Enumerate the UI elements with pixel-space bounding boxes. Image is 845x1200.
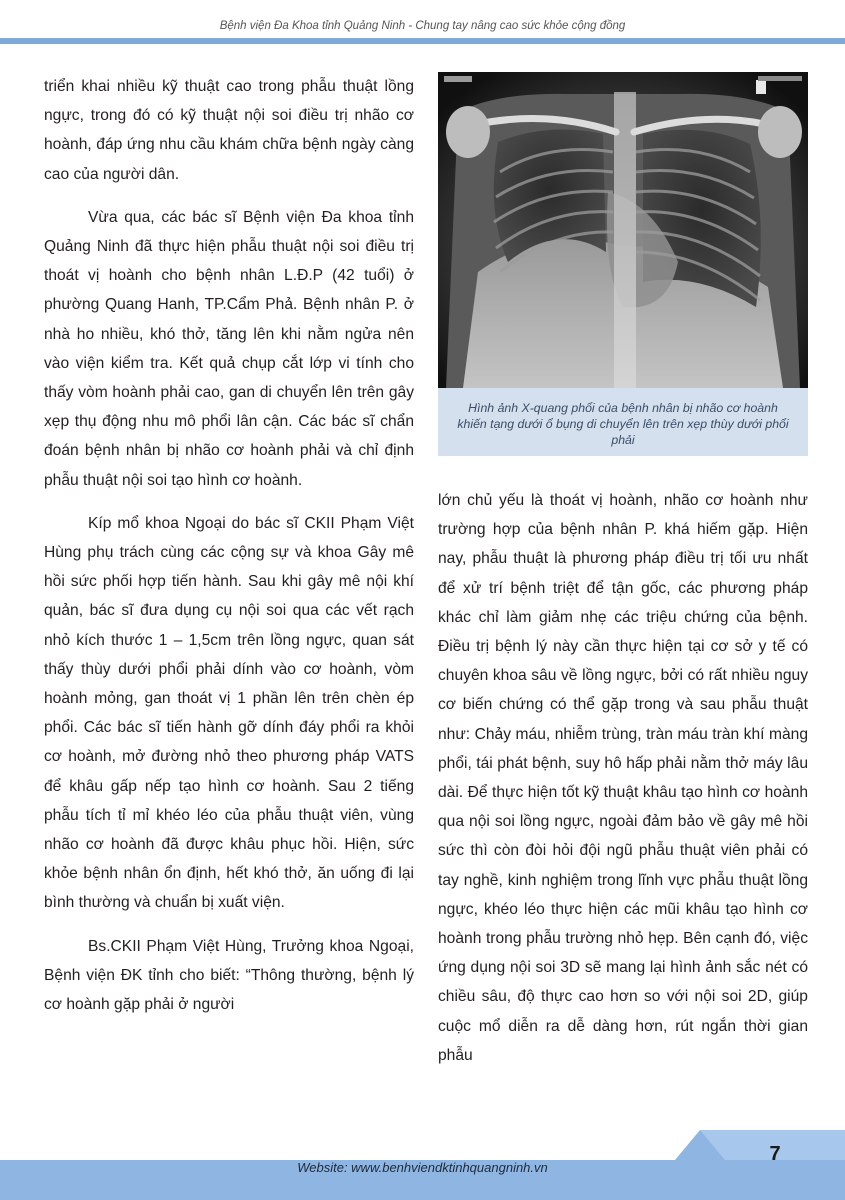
paragraph-continuation: lớn chủ yếu là thoát vị hoành, nhão cơ hoành như trường hợp của bệnh nhân P. khá hiếm gặp. Hiện nay, phẫu thuật là phương pháp điều trị tối ưu nhất để xử trí bệnh triệt để tận gốc, các phương pháp khác chỉ làm giảm nhẹ các triệu chứng của bệnh. Điều trị bệnh lý này cần thực hiện tại cơ sở y tế có chuyên khoa sâu về lồng ngực, bởi có rất nhiều nguy cơ biến chứng có thể gặp trong và sau phẫu thuật như: Chảy máu, nhiễm trùng, tràn máu tràn khí màng phổi, tái phát bệnh, suy hô hấp phải nằm thở máy lâu dài. Để thực hiện tốt kỹ thuật khâu tạo hình cơ hoành qua nội soi lồng ngực, ngoài đảm bảo về gây mê hồi sức thì còn đòi hỏi đội ngũ phẫu thuật viên phải có tay nghề, kinh nghiệm trong lĩnh vực phẫu thuật lồng ngực, khéo léo thực hiện các mũi khâu tạo hình cơ hoành trong phẫu trường nhỏ hẹp. Bên cạnh đó, việc ứng dụng nội soi 3D sẽ mang lại hình ảnh sắc nét có chiều sâu, độ thực cao hơn so với nội soi 2D, giúp cuộc mổ diễn ra dễ dàng hơn, rút ngắn thời gian phẫu: [438, 492, 808, 1064]
paragraph-surgery: Kíp mổ khoa Ngoại do bác sĩ CKII Phạm Việt Hùng phụ trách cùng các cộng sự và khoa Gây mê hồi sức phối hợp tiến hành. Sau khi gây mê nội khí quản, bác sĩ đưa dụng cụ nội soi qua các vết rạch nhỏ kích thước 1 – 1,5cm trên lồng ngực, quan sát thấy thùy dưới phổi phải dính vào cơ hoành, vòm hoành mỏng, gan thoát vị 1 phần lên trên chèn ép phổi. Các bác sĩ tiến hành gỡ dính đáy phổi ra khỏi cơ hoành, mở đường nhỏ theo phương pháp VATS để khâu gấp nếp tạo hình cơ hoành. Sau 2 tiếng phẫu tích tỉ mỉ khéo léo của phẫu thuật viên, vùng nhão cơ hoành đã được khâu phục hồi. Hiện, sức khỏe bệnh nhân ổn định, hết khó thở, ăn uống đi lại bình thường và chuẩn bị xuất viện.: [44, 514, 414, 912]
paragraph-intro: triển khai nhiều kỹ thuật cao trong phẫu thuật lồng ngực, trong đó có kỹ thuật nội soi điều trị nhão cơ hoành, đáp ứng nhu cầu khám chữa bệnh ngày càng cao của người dân.: [44, 78, 414, 183]
xray-figure: [438, 72, 808, 456]
page-number: 7: [769, 1143, 781, 1165]
paragraph-case: Vừa qua, các bác sĩ Bệnh viện Đa khoa tỉnh Quảng Ninh đã thực hiện phẫu thuật nội soi điều trị thoát vị hoành cho bệnh nhân L.Đ.P (42 tuổi) ở phường Quang Hanh, TP.Cẩm Phả. Bệnh nhân P. ở nhà ho nhiều, khó thở, tăng lên khi nằm ngửa nên vào viện kiểm tra. Kết quả chụp cắt lớp vi tính cho thấy vòm hoành phải cao, gan di chuyển lên trên gây xẹp thụ động nhu mô phổi lân cận. Các bác sĩ chẩn đoán bệnh nhân bị nhão cơ hoành phải và chỉ định phẫu thuật nội soi tạo hình cơ hoành.: [44, 208, 414, 489]
header-tagline: Bệnh viện Đa Khoa tỉnh Quảng Ninh - Chung tay nâng cao sức khỏe cộng đồng: [219, 20, 626, 32]
right-column: [438, 486, 808, 1070]
chest-xray-image: [438, 72, 808, 388]
header-rule: [0, 38, 845, 44]
figure-caption: Hình ảnh X-quang phổi của bệnh nhân bị nhão cơ hoành khiến tạng dưới ổ bụng di chuyển lên trên xẹp thùy dưới phổi phải: [457, 401, 789, 447]
left-column: [44, 72, 414, 1019]
footer-website[interactable]: Website: www.benhviendktinhquangninh.vn: [297, 1160, 548, 1175]
paragraph-quote-start: Bs.CKII Phạm Việt Hùng, Trưởng khoa Ngoại, Bệnh viện ĐK tỉnh cho biết: “Thông thường, bệnh lý cơ hoành gặp phải ở người: [44, 937, 414, 1014]
page-header: [0, 0, 845, 50]
chest-xray-drawing: [438, 72, 808, 388]
